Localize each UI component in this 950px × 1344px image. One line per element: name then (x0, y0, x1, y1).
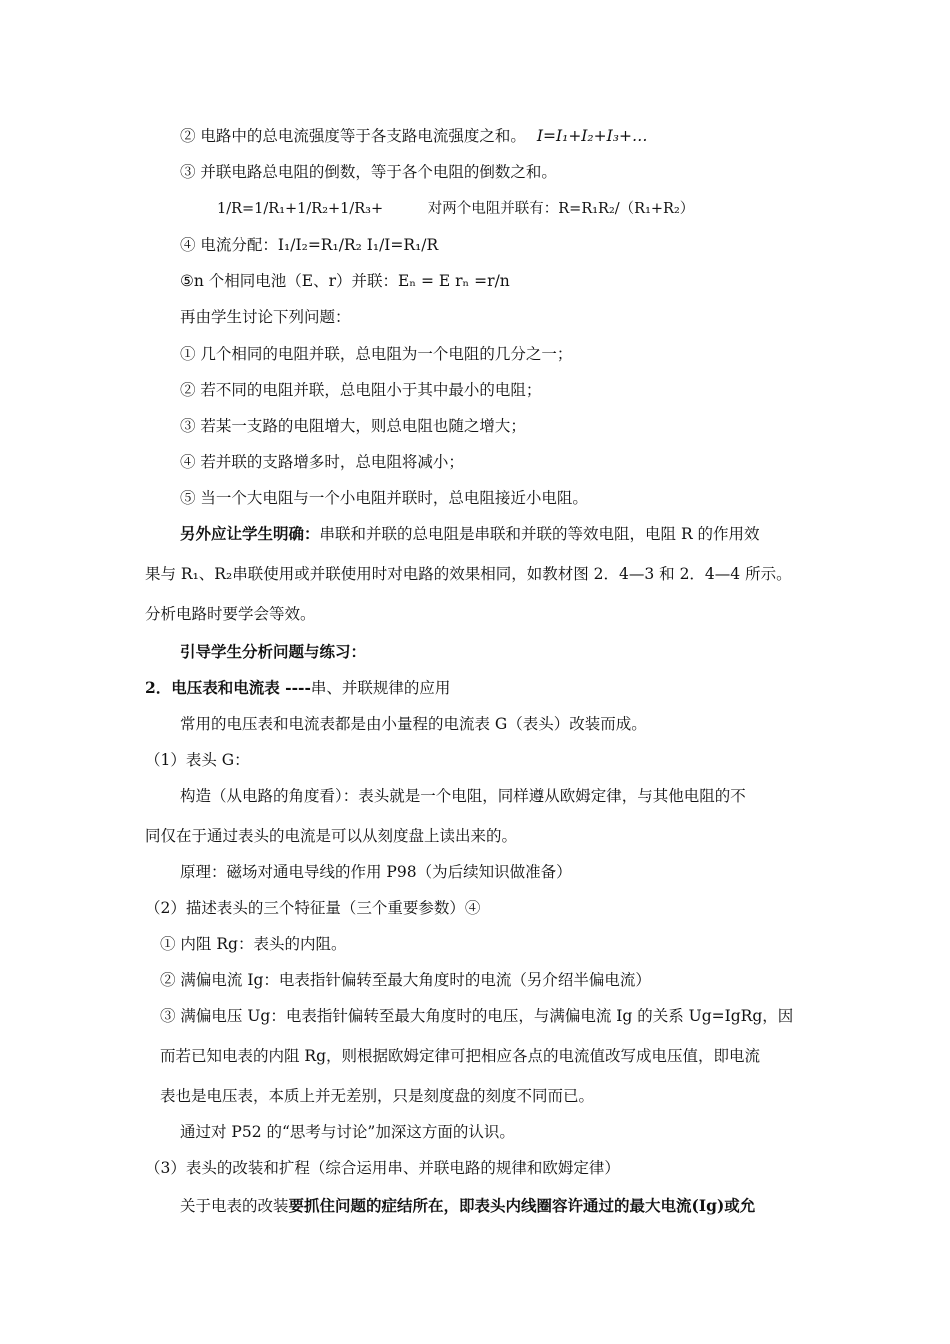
formula: 1/R=1/R₁+1/R₂+1/R₃+ (217, 201, 384, 217)
text-line: ③ 并联电路总电阻的倒数，等于各个电阻的倒数之和。 (180, 163, 557, 181)
text-line: 再由学生讨论下列问题： (180, 308, 351, 326)
bold-text: 另外应让学生明确： (180, 524, 320, 543)
text-line: ④ 电流分配：I₁/I₂=R₁/R₂ I₁/I=R₁/R (180, 236, 439, 254)
text-line: 果与 R₁、R₂串联使用或并联使用时对电路的效果相同，如教材图 2．4—3 和 2．4—4 所示。 (145, 565, 792, 583)
text-line: 通过对 P52 的“思考与讨论”加深这方面的认识。 (180, 1123, 515, 1141)
formula-line (217, 199, 694, 219)
list-item: ① 几个相同的电阻并联，总电阻为一个电阻的几分之一； (180, 345, 573, 363)
formula: I=I₁+I₂+I₃+… (536, 127, 648, 145)
list-item: ② 若不同的电阻并联，总电阻小于其中最小的电阻； (180, 381, 542, 399)
text-line: 构造（从电路的角度看）：表头就是一个电阻，同样遵从欧姆定律，与其他电阻的不 (180, 787, 746, 805)
text-span: ② 电路中的总电流强度等于各支路电流强度之和。 (180, 127, 526, 145)
list-item: ② 满偏电流 Ig：电表指针偏转至最大角度时的电流（另介绍半偏电流） (160, 971, 651, 989)
text-line (180, 1196, 755, 1216)
bold-text: 要抓住问题的症结所在，即表头内线圈容许通过的最大电流(Ig)或允 (288, 1196, 756, 1215)
text-span: 关于电表的改装 (180, 1197, 289, 1215)
text-line: 分析电路时要学会等效。 (145, 605, 316, 623)
text-line: 常用的电压表和电流表都是由小量程的电流表 G（表头）改装而成。 (180, 715, 647, 733)
list-item: ④ 若并联的支路增多时，总电阻将减小； (180, 453, 464, 471)
text-line: 原理：磁场对通电导线的作用 P98（为后续知识做准备） (180, 863, 572, 881)
text-span: 对两个电阻并联有：R=R₁R₂/（R₁+R₂） (427, 201, 695, 217)
text-line: 同仅在于通过表头的电流是可以从刻度盘上读出来的。 (145, 827, 518, 845)
bold-text: 2．电压表和电流表 ---- (145, 678, 311, 697)
text-span: 串、并联规律的应用 (310, 679, 451, 697)
list-item: ① 内阻 Rg：表头的内阻。 (160, 935, 347, 953)
subheading: （3）表头的改装和扩程（综合运用串、并联电路的规律和欧姆定律） (145, 1159, 620, 1177)
list-item: ③ 满偏电压 Ug：电表指针偏转至最大角度时的电压，与满偏电流 Ig 的关系 Ug=IgRg，因 (160, 1007, 794, 1025)
text-line (180, 524, 760, 544)
list-item: ③ 若某一支路的电阻增大，则总电阻也随之增大； (180, 417, 526, 435)
section-heading: 引导学生分析问题与练习： (180, 642, 367, 661)
text-line: ⑤n 个相同电池（E、r）并联：Eₙ = E rₙ =r/n (180, 272, 510, 290)
subheading: （1）表头 G： (145, 751, 250, 769)
subheading: （2）描述表头的三个特征量（三个重要参数）④ (145, 899, 481, 917)
text-line (180, 126, 647, 146)
text-line: 而若已知电表的内阻 Rg，则根据欧姆定律可把相应各点的电流值改写成电压值，即电流 (160, 1047, 761, 1065)
section-heading (145, 678, 450, 698)
text-span: 串联和并联的总电阻是串联和并联的等效电阻，电阻 R 的作用效 (319, 525, 760, 543)
list-item: ⑤ 当一个大电阻与一个小电阻并联时，总电阻接近小电阻。 (180, 489, 588, 507)
text-line: 表也是电压表，本质上并无差别，只是刻度盘的刻度不同而已。 (160, 1087, 595, 1105)
